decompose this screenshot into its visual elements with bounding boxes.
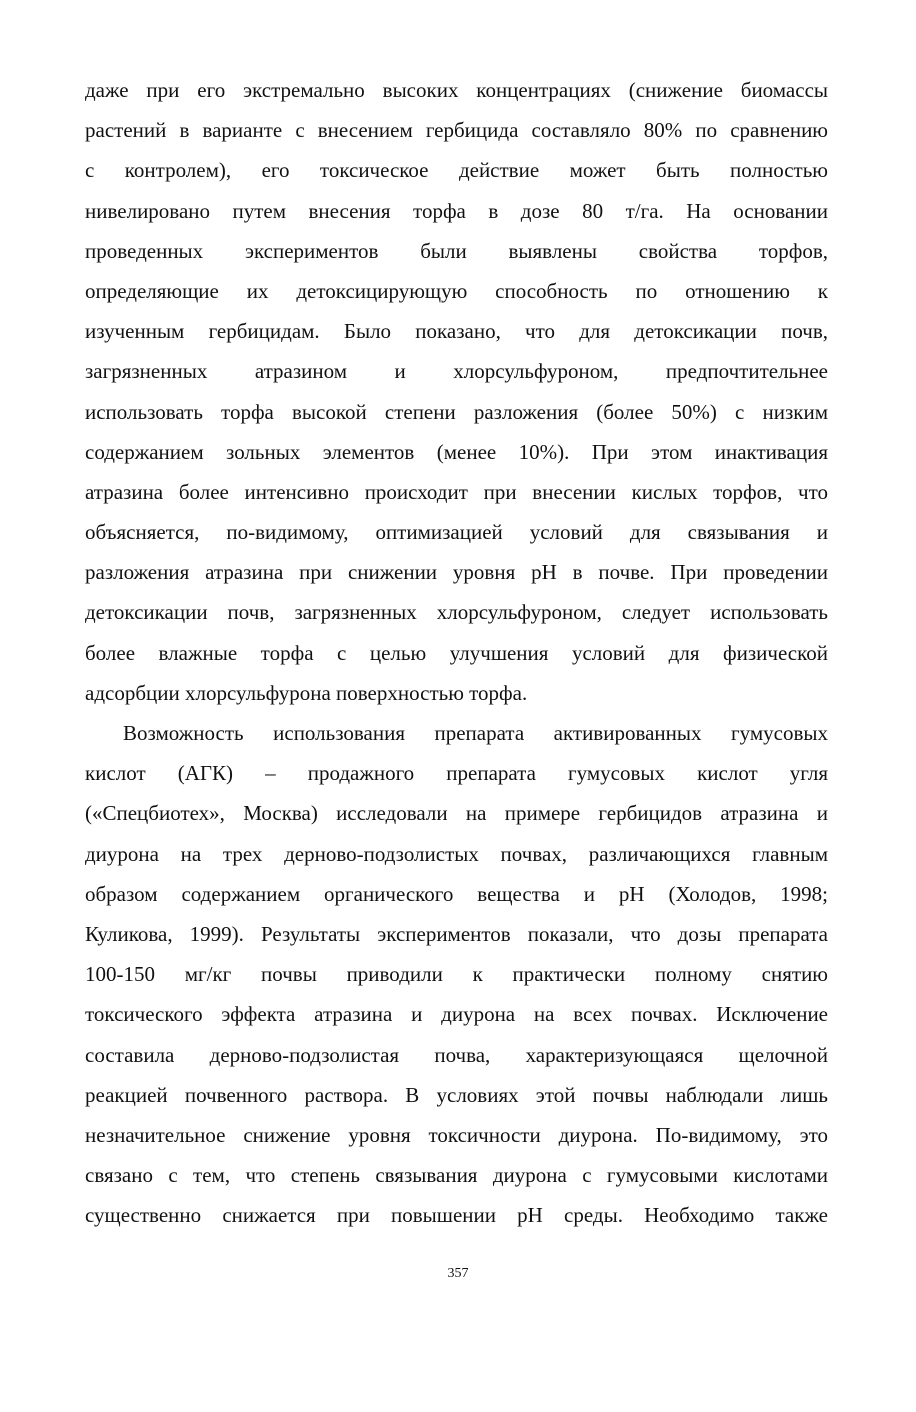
text-line: существенно снижается при повышении pH среды. Необходимо также xyxy=(85,1203,828,1228)
text-line: связано с тем, что степень связывания диурона с гумусовыми кислотами xyxy=(85,1163,828,1188)
text-line: нивелировано путем внесения торфа в дозе 80 т/га. На основании xyxy=(85,198,828,223)
text-line: составила дерново-подзолистая почва, характеризующаяся щелочной xyxy=(85,1042,828,1067)
text-line: проведенных экспериментов были выявлены свойства торфов, xyxy=(85,238,828,263)
page-number: 357 xyxy=(447,1266,469,1281)
text-line: определяющие их детоксицирующую способность по отношению к xyxy=(85,278,828,303)
text-line: содержанием зольных элементов (менее 10%). При этом инактивация xyxy=(85,439,828,464)
text-line: («Спецбиотех», Москва) исследовали на примере гербицидов атразина и xyxy=(85,801,828,826)
text-line: кислот (АГК) – продажного препарата гумусовых кислот угля xyxy=(85,761,828,786)
text-line: Куликова, 1999). Результаты экспериментов показали, что дозы препарата xyxy=(85,921,828,946)
paragraph-1 xyxy=(85,70,828,713)
text-line: загрязненных атразином и хлорсульфуроном, предпочтительнее xyxy=(85,359,828,384)
text-line: атразина более интенсивно происходит при внесении кислых торфов, что xyxy=(85,479,828,504)
text-line: 100-150 мг/кг почвы приводили к практически полному снятию xyxy=(85,962,828,987)
text-line: диурона на трех дерново-подзолистых почвах, различающихся главным xyxy=(85,841,828,866)
text-line: Возможность использования препарата активированных гумусовых xyxy=(123,721,828,745)
text-line: образом содержанием органического вещества и pH (Холодов, 1998; xyxy=(85,881,828,906)
text-line: использовать торфа высокой степени разложения (более 50%) с низким xyxy=(85,399,828,424)
text-line: детоксикации почв, загрязненных хлорсульфуроном, следует использовать xyxy=(85,600,828,625)
text-line: изученным гербицидам. Было показано, что для детоксикации почв, xyxy=(85,319,828,344)
text-line: с контролем), его токсическое действие может быть полностью xyxy=(85,158,828,183)
text-line: адсорбции хлорсульфурона поверхностью торфа. xyxy=(85,680,528,705)
text-line: разложения атразина при снижении уровня pH в почве. При проведении xyxy=(85,560,828,585)
text-line: даже при его экстремально высоких концентрациях (снижение биомассы xyxy=(85,78,828,102)
text-line: токсического эффекта атразина и диурона на всех почвах. Исключение xyxy=(85,1002,828,1027)
text-line: незначительное снижение уровня токсичности диурона. По-видимому, это xyxy=(85,1122,828,1147)
text-line: реакцией почвенного раствора. В условиях этой почвы наблюдали лишь xyxy=(85,1082,828,1107)
paragraph-2 xyxy=(85,713,828,1235)
text-line: растений в варианте с внесением гербицида составляло 80% по сравнению xyxy=(85,118,828,143)
text-line: объясняется, по-видимому, оптимизацией условий для связывания и xyxy=(85,520,828,545)
text-line: более влажные торфа с целью улучшения условий для физической xyxy=(85,640,828,665)
